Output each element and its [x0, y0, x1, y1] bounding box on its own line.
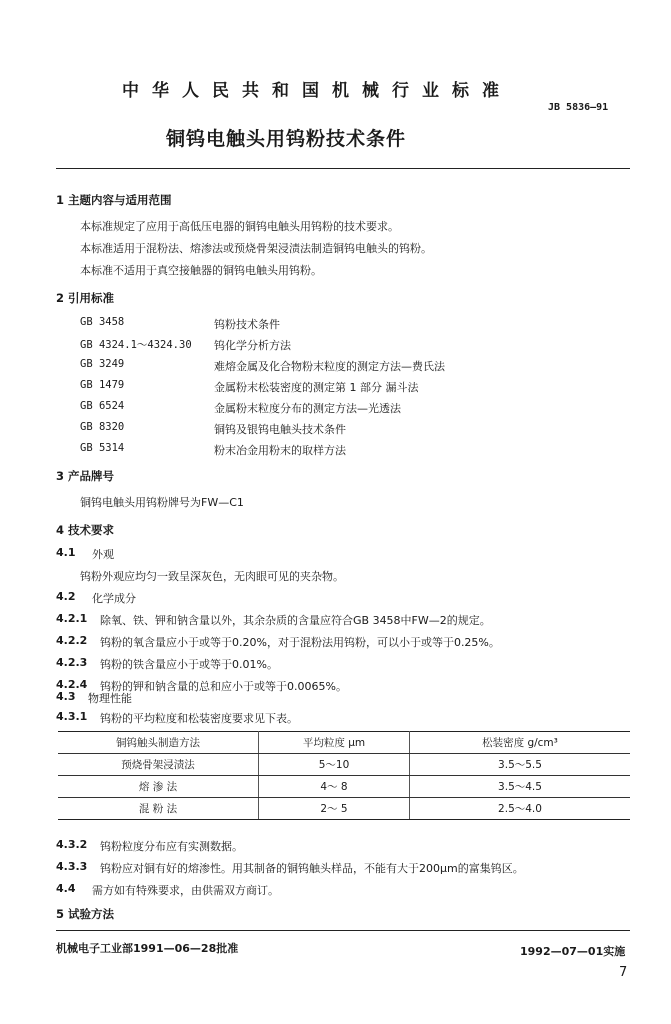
ref-title: 难熔金属及化合物粉末粒度的测定方法—费氏法: [214, 360, 445, 373]
table-header-row: [58, 732, 630, 754]
document-title: 铜钨电触头用钨粉技术条件: [166, 128, 407, 150]
ref-code: GB 3249: [80, 358, 125, 370]
ref-code: GB 1479: [80, 379, 125, 391]
clause-text: 钨粉粒度分布应有实测数据。: [100, 840, 243, 853]
clause-number: 4.3.1: [56, 710, 88, 723]
table-cell: 4～ 8: [259, 776, 410, 798]
table-cell: 2～ 5: [259, 798, 410, 820]
effective-date: 1992—07—01实施: [520, 945, 626, 958]
powder-properties-table: [58, 731, 630, 820]
clause-title: 外观: [92, 548, 114, 561]
clause-text: 钨粉的氧含量应小于或等于0.20%，对于混粉法用钨粉，可以小于或等于0.25%。: [100, 636, 500, 649]
page-number: 7: [619, 965, 628, 980]
clause-number: 4.3.3: [56, 860, 88, 873]
clause-text: 钨粉应对铜有好的熔渗性。用其制备的铜钨触头样品，不能有大于200μm的富集钨区。: [100, 862, 524, 875]
ref-code: GB 5314: [80, 442, 125, 454]
clause-text: 需方如有特殊要求，由供需双方商订。: [92, 884, 279, 897]
table-header-cell: 平均粒度 μm: [259, 732, 410, 754]
table-row: [58, 798, 630, 820]
ref-title: 铜钨及银钨电触头技术条件: [214, 423, 346, 436]
table-cell: 2.5～4.0: [410, 798, 631, 820]
section-3-heading: 3 产品牌号: [56, 469, 115, 483]
clause-number: 4.2.4: [56, 678, 88, 691]
approval-date: 机械电子工业部1991—06—28批准: [56, 942, 239, 955]
clause-title: 物理性能: [88, 692, 132, 705]
table-row: [58, 776, 630, 798]
section-2-heading: 2 引用标准: [56, 291, 115, 305]
issuing-organization: 中华人民共和国机械行业标准: [122, 81, 512, 101]
section-4-heading: 4 技术要求: [56, 523, 115, 537]
ref-code: GB 4324.1～4324.30: [80, 339, 192, 351]
clause-number: 4.2.1: [56, 612, 88, 625]
table-row: [58, 754, 630, 776]
table-cell: 预烧骨架浸渍法: [58, 754, 259, 776]
clause-text: 除氧、铁、钾和钠含量以外，其余杂质的含量应符合GB 3458中FW—2的规定。: [100, 614, 491, 627]
standard-number: JB 5836—91: [548, 102, 609, 113]
section-1-heading: 1 主题内容与适用范围: [56, 193, 172, 207]
ref-title: 金属粉末粒度分布的测定方法—光透法: [214, 402, 401, 415]
clause-text: 钨粉的钾和钠含量的总和应小于或等于0.0065%。: [100, 680, 347, 693]
section-1-line: 本标准规定了应用于高低压电器的铜钨电触头用钨粉的技术要求。: [80, 220, 399, 233]
table-cell: 熔 渗 法: [58, 776, 259, 798]
ref-code: GB 8320: [80, 421, 125, 433]
ref-code: GB 6524: [80, 400, 125, 412]
ref-title: 金属粉末松装密度的测定第 1 部分 漏斗法: [214, 381, 419, 394]
clause-number: 4.2.3: [56, 656, 88, 669]
clause-number: 4.3.2: [56, 838, 88, 851]
clause-number: 4.3: [56, 690, 76, 703]
table-header-cell: 松装密度 g/cm³: [410, 732, 631, 754]
table-header-cell: 铜钨触头制造方法: [58, 732, 259, 754]
ref-code: GB 3458: [80, 316, 125, 328]
clause-number: 4.2.2: [56, 634, 88, 647]
table-cell: 5～10: [259, 754, 410, 776]
appearance-line: 钨粉外观应均匀一致呈深灰色，无肉眼可见的夹杂物。: [80, 570, 344, 583]
section-1-line: 本标准不适用于真空接触器的铜钨电触头用钨粉。: [80, 264, 322, 277]
clause-text: 钨粉的铁含量应小于或等于0.01%。: [100, 658, 278, 671]
table-cell: 3.5～5.5: [410, 754, 631, 776]
table-cell: 3.5～4.5: [410, 776, 631, 798]
ref-title: 钨化学分析方法: [214, 339, 291, 352]
clause-number: 4.1: [56, 546, 76, 559]
footer-rule: [56, 930, 630, 931]
clause-title: 化学成分: [92, 592, 136, 605]
product-grade-line: 铜钨电触头用钨粉牌号为FW—C1: [80, 496, 244, 509]
header-rule: [56, 168, 630, 169]
section-5-heading: 5 试验方法: [56, 907, 115, 921]
ref-title: 粉末冶金用粉末的取样方法: [214, 444, 346, 457]
section-1-line: 本标准适用于混粉法、熔渗法或预烧骨架浸渍法制造铜钨电触头的钨粉。: [80, 242, 432, 255]
ref-title: 钨粉技术条件: [214, 318, 280, 331]
clause-text: 钨粉的平均粒度和松装密度要求见下表。: [100, 712, 298, 725]
table-cell: 混 粉 法: [58, 798, 259, 820]
clause-number: 4.2: [56, 590, 76, 603]
clause-number: 4.4: [56, 882, 76, 895]
